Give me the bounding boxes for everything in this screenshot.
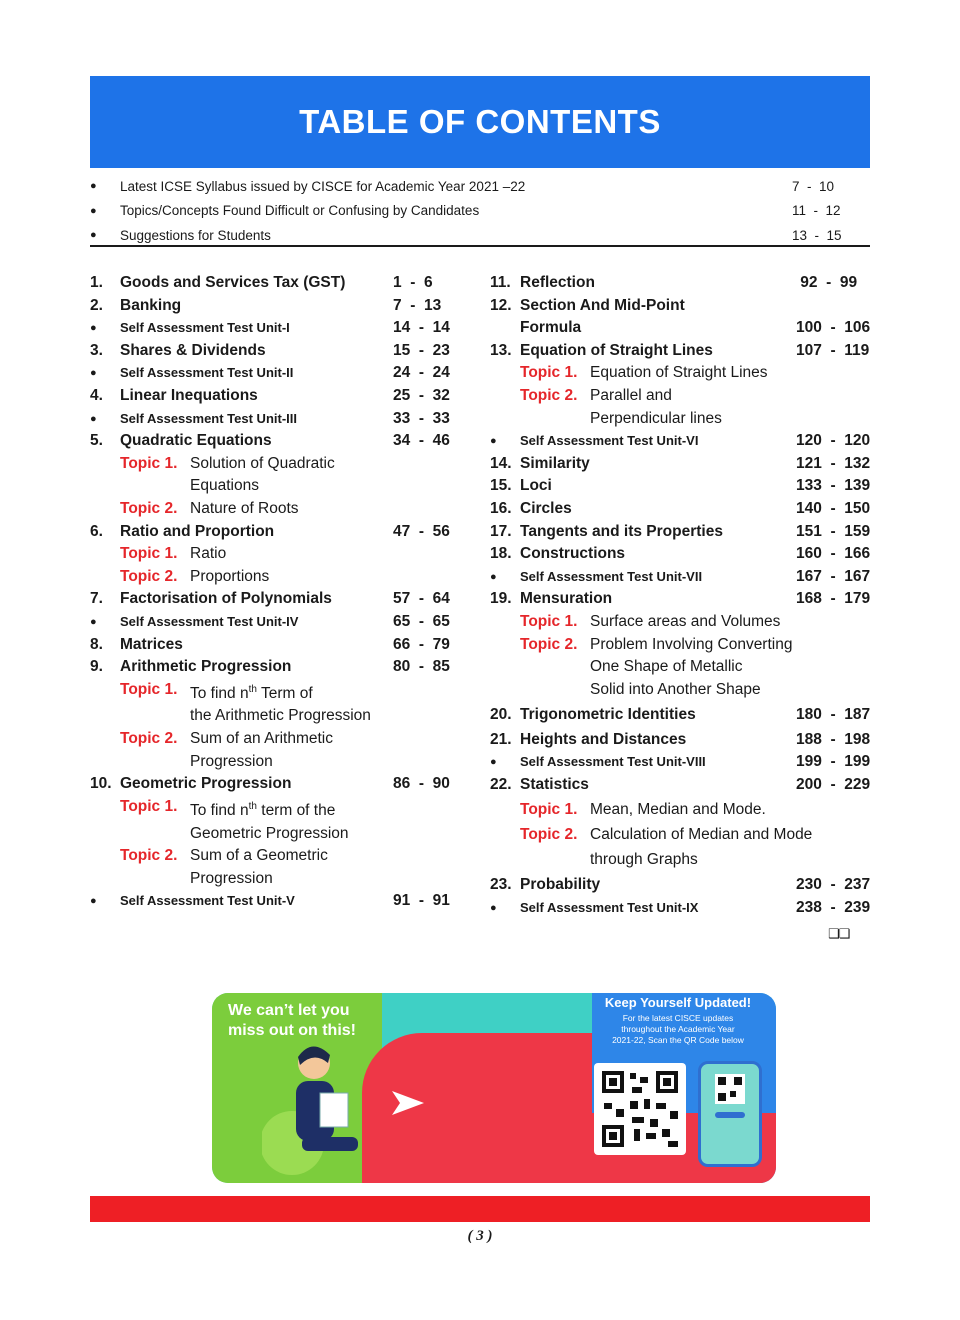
topic-continuation: Perpendicular lines	[590, 409, 722, 427]
self-assessment-entry[interactable]: ● Self Assessment Test Unit-VII 167 - 167	[490, 566, 868, 589]
divider	[90, 245, 870, 247]
chapter-entry[interactable]: 23. Probability 230 - 237	[490, 876, 871, 894]
topic-continuation: One Shape of Metallic	[590, 658, 743, 676]
toc-left-column	[90, 272, 465, 913]
topic-continuation: through Graphs	[590, 851, 698, 869]
paper-plane-icon	[388, 1083, 428, 1123]
topic-continuation: Progression	[190, 752, 273, 770]
chapter-entry[interactable]: 8. Matrices 66 - 79	[90, 635, 450, 653]
promo-banner[interactable]	[212, 993, 776, 1183]
phone-scan-icon	[698, 1061, 762, 1167]
self-assessment-entry[interactable]: ● Self Assessment Test Unit-VI 120 - 120	[490, 430, 868, 453]
topic-entry[interactable]: Topic 1. To find $n^{th}$ term of the	[120, 797, 336, 819]
self-assessment-entry[interactable]: ● Self Assessment Test Unit-V 91 - 91	[90, 890, 465, 913]
self-assessment-entry[interactable]: ● Self Assessment Test Unit-III 33 - 33	[90, 408, 465, 431]
bullet-icon: ●	[90, 367, 97, 380]
chapter-entry[interactable]: 9. Arithmetic Progression 80 - 85	[90, 658, 450, 676]
page-title: TABLE OF CONTENTS	[299, 103, 661, 140]
promo-headline: Keep Yourself Updated!	[604, 995, 752, 1010]
topic-continuation: Geometric Progression	[190, 824, 349, 842]
topic-continuation: Solid into Another Shape	[590, 680, 761, 698]
bullet-icon: ●	[490, 570, 497, 583]
chapter-entry[interactable]: 10. Geometric Progression 86 - 90	[90, 775, 450, 793]
bullet-icon: ●	[490, 902, 497, 915]
topic-entry[interactable]: Topic 1. Ratio	[120, 545, 227, 563]
page-number: ( 3 )	[467, 1228, 493, 1244]
footer-bar	[90, 1196, 870, 1222]
topic-entry[interactable]: Topic 1. To find $n^{th}$ Term of	[120, 680, 313, 702]
topic-continuation: Progression	[190, 869, 273, 887]
chapter-entry[interactable]: 20. Trigonometric Identities 180 - 187	[490, 705, 871, 723]
chapter-entry[interactable]: 7. Factorisation of Polynomials 57 - 64	[90, 590, 450, 608]
chapter-entry[interactable]: 12. Section And Mid-Point	[490, 296, 685, 314]
chapter-entry[interactable]: 3. Shares & Dividends 15 - 23	[90, 341, 450, 359]
chapter-entry[interactable]: 2. Banking 7 - 13	[90, 296, 442, 314]
chapter-entry[interactable]: Formula 100 - 106	[520, 319, 871, 337]
chapter-entry[interactable]: 16. Circles 140 - 150	[490, 499, 871, 517]
self-assessment-entry[interactable]: ● Self Assessment Test Unit-I 14 - 14	[90, 317, 465, 340]
topic-entry[interactable]: Topic 1. Solution of Quadratic	[120, 454, 335, 472]
list-item[interactable]: ● Latest ICSE Syllabus issued by CISCE for Academic Year 2021 –22 7 - 10	[90, 178, 835, 194]
promo-tagline: We can’t let you miss out on this!	[228, 1002, 356, 1039]
end-mark-icon: ❑❑	[828, 926, 850, 941]
self-assessment-entry[interactable]: ● Self Assessment Test Unit-IX 238 - 239	[490, 897, 868, 920]
bullet-icon: ●	[490, 756, 497, 769]
topic-entry[interactable]: Topic 1. Mean, Median and Mode.	[520, 801, 766, 819]
topic-continuation: the Arithmetic Progression	[190, 707, 371, 725]
self-assessment-entry[interactable]: ● Self Assessment Test Unit-VIII 199 - 199	[490, 751, 868, 774]
topic-entry[interactable]: Topic 2. Calculation of Median and Mode	[520, 826, 813, 844]
bullet-icon: ●	[90, 322, 97, 335]
chapter-entry[interactable]: 5. Quadratic Equations 34 - 46	[90, 432, 450, 450]
chapter-entry[interactable]: 13. Equation of Straight Lines 107 - 119	[490, 341, 870, 359]
chapter-entry[interactable]: 17. Tangents and its Properties 151 - 159	[490, 522, 871, 540]
student-reading-illustration	[262, 1033, 362, 1183]
topic-entry[interactable]: Topic 1. Surface areas and Volumes	[520, 612, 781, 630]
chapter-entry[interactable]: 21. Heights and Distances 188 - 198	[490, 730, 871, 748]
chapter-entry[interactable]: 19. Mensuration 168 - 179	[490, 590, 871, 608]
topic-entry[interactable]: Topic 1. Equation of Straight Lines	[520, 364, 768, 382]
bullet-icon: ●	[90, 180, 97, 193]
list-item[interactable]: ● Suggestions for Students 13 - 15	[90, 227, 842, 243]
bullet-icon: ●	[90, 615, 97, 628]
chapter-entry[interactable]: 18. Constructions 160 - 166	[490, 545, 871, 563]
chapter-entry[interactable]: 4. Linear Inequations 25 - 32	[90, 386, 450, 404]
topic-entry[interactable]: Topic 2. Sum of a Geometric	[120, 847, 328, 865]
topic-entry[interactable]: Topic 2. Nature of Roots	[120, 499, 299, 517]
topic-entry[interactable]: Topic 2. Parallel and	[520, 386, 672, 404]
toc-right-column	[490, 272, 871, 920]
toc-title-banner	[90, 76, 870, 168]
list-item[interactable]: ● Topics/Concepts Found Difficult or Confusing by Candidates 11 - 12	[90, 203, 841, 219]
topic-entry[interactable]: Topic 2. Proportions	[120, 567, 270, 585]
qr-code-icon[interactable]	[594, 1063, 686, 1155]
self-assessment-entry[interactable]: ● Self Assessment Test Unit-IV 65 - 65	[90, 611, 465, 634]
bullet-icon: ●	[90, 412, 97, 425]
topic-continuation: Equations	[190, 477, 259, 495]
bullet-icon: ●	[90, 895, 97, 908]
chapter-entry[interactable]: 11. Reflection 92 - 99	[490, 274, 858, 291]
chapter-entry[interactable]: 6. Ratio and Proportion 47 - 56	[90, 522, 450, 540]
bullet-icon: ●	[490, 435, 497, 448]
chapter-entry[interactable]: 14. Similarity 121 - 132	[490, 454, 871, 472]
chapter-entry[interactable]: 1. Goods and Services Tax (GST) 1 - 6	[90, 274, 433, 291]
bullet-icon: ●	[90, 204, 97, 217]
topic-entry[interactable]: Topic 2. Problem Involving Converting	[520, 635, 793, 653]
bullet-icon: ●	[90, 229, 97, 242]
promo-body: For the latest CISCE updates throughout the Academic Year 2021-22, Scan the QR Code below	[612, 1013, 744, 1045]
chapter-entry[interactable]: 15. Loci 133 - 139	[490, 477, 871, 495]
self-assessment-entry[interactable]: ● Self Assessment Test Unit-II 24 - 24	[90, 362, 465, 385]
chapter-entry[interactable]: 22. Statistics 200 - 229	[490, 776, 871, 794]
topic-entry[interactable]: Topic 2. Sum of an Arithmetic	[120, 730, 334, 748]
prelim-list	[90, 174, 870, 248]
